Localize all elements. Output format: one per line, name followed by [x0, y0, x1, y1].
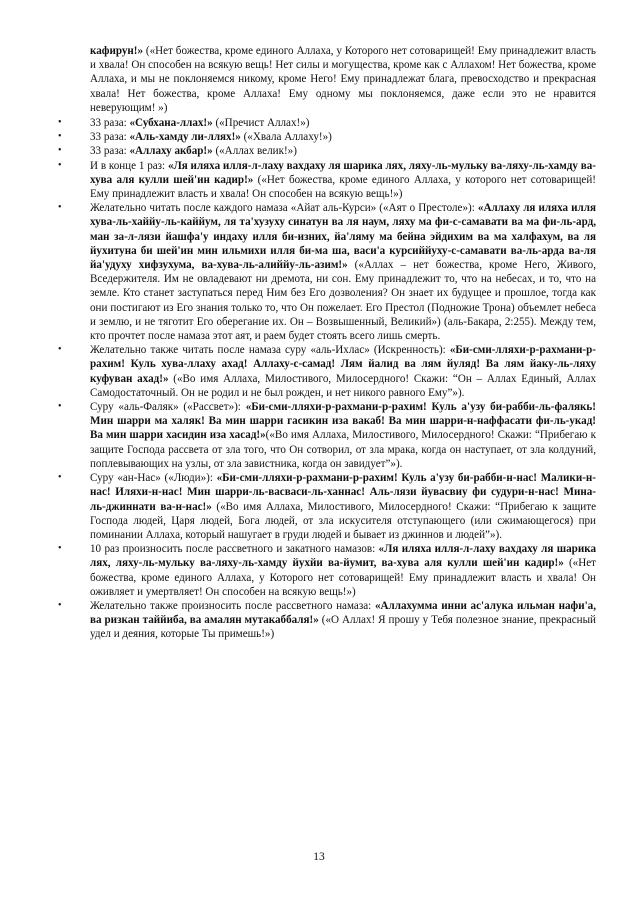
body-text: («Пречист Аллах!») [212, 117, 310, 130]
transliteration-text: «Ля иляха илля-л-лаху вахдаху ля шарика лях, ляху-ль-мульку ва-ляху-ль-хамду ва-хува аля кулли шей'ин кадир!» [90, 159, 596, 186]
transliteration-text: «Аллаху ля иляха илля хува-ль-хаййу-ль-каййум, ля та'хузуху синатун ва ля наум, ляху ма фи-с-самавати ва ма фи-ль-ард, ман за-л-лязи йашфа'у индаху илля би-изних, йа'ляму ма бейна эйдихим ва ма халфахум, ва ля йухитуна би шей'ин мин ильмихи илля би-ма ша, васи'а курсиййуху-с-самавати ва-ль-арда ва-ля йа'удуху хифзухума, ва-хува-ль-алиййу-ль-азим!» [90, 202, 596, 272]
body-text: («Аллах – нет божества, кроме Него, Живого, Вседержителя. Им не овладевают ни дремота, ни сон. Ему принадлежит то, что на небесах, и то, что на земле. Кто станет заступаться перед Ним без Его дозволения? Он знает их будущее и прошлое, тогда как они постигают из Его знания только то, что Он пожелает. Его Престол (Подножие Трона) объемлет небеса и землю, и не тяготит Его оберегание их. Он – Возвышенный, Великий») (аль-Бакара, 2:255). Между тем, кто прочтет после намаза этот аят, и раем будет стоять всего лишь смерть. [90, 259, 596, 343]
bullet-icon: • [58, 159, 62, 171]
transliteration-text: «Аллахумма инни ас'алука ильман нафи'а, ва ризкан таййиба, ва амалян мутакаббаля!» [90, 599, 596, 627]
intro-paragraph [56, 44, 596, 115]
body-text: («О Аллах! Я прошу у Тебя полезное знание, прекрасный удел и деяния, которые Ты примешь!») [90, 614, 596, 641]
transliteration-text: «Би-сми-лляхи-р-рахмани-р-рахим! Куль а'узу би-рабби-ль-фалякь! Мин шарри ма халяк! Ва мин шарри гасикин иза вакаб! Ва мин шарри-н-наффасати фи-ль-укад! Ва мин шарри хасидин иза хасад!» [90, 401, 596, 442]
list-item [56, 542, 596, 599]
transliteration-text: «Ля иляха илля-л-лаху вахдаху ля шарика лях, ляху-ль-мульку ва-ляху-ль-хамду йухйи ва-йумит, ва-хува аля кулли шей'ин кадир!» [90, 543, 596, 570]
bullet-icon: • [58, 543, 62, 555]
transliteration-text: «Би-сми-лляхи-р-рахмани-р-рахим! Куль хува-ллаху ахад! Аллаху-с-самад! Лям йалид ва лям йуляд! Ва лям йаку-ль-ляху куфуван ахад!» [90, 344, 596, 385]
bullet-icon: • [58, 344, 62, 356]
body-text: («Во имя Аллаха, Милостивого, Милосердного! Скажи: “Прибегаю к защите Господа рассвета от зла того, что Он сотворил, от зла мрака, когда он наступает, от зла колдуний, поплевывающих на узлы, от зла завистника, когда он завидует”»). [90, 429, 596, 470]
body-text: («Нет божества, кроме единого Аллаха, у Которого нет сотоварищей! Ему принадлежит власть и хвала! Он способен на всякую вещь! Нет силы и могущества, кроме как с Аллахом! Нет божества, кроме Аллаха, и мы не поклоняемся никому, кроме Него! Ему принадлежат блага, превосходство и прекрасная хвала! Нет божества, кроме Аллаха! Ему одному мы поклоняемся, даже если это не нравится неверующим! ») [90, 45, 596, 114]
body-text: Желательно также произносить после рассветного намаза: [90, 599, 375, 612]
body-text: Суру «ан-Нас» («Люди»): [90, 472, 217, 485]
bullet-list [56, 116, 596, 642]
page-number: 13 [313, 851, 325, 863]
body-text: («Во имя Аллаха, Милостивого, Милосердного! Скажи: “Он – Аллах Единый, Аллах Самодостаточный. Он не родил и не был рожден, и нет никого равного Ему”»). [90, 372, 596, 399]
bullet-icon: • [58, 599, 62, 611]
body-text: 33 раза: [90, 131, 130, 144]
list-item [56, 471, 596, 542]
transliteration-text: «Аль-хамду ли-ллях!» [129, 131, 241, 144]
list-item [56, 116, 596, 130]
bullet-icon: • [58, 131, 62, 143]
transliteration-text: «Субхана-ллах!» [129, 117, 213, 130]
body-text: («Хвала Аллаху!») [240, 131, 332, 144]
list-item [56, 599, 596, 642]
transliteration-text: «Би-сми-лляхи-р-рахмани-р-рахим! Куль а'узу би-рабби-н-нас! Малики-н-нас! Иляхи-н-нас! Мин шарри-ль-васваси-ль-ханнас! Аль-лязи йувасвиу фи судури-н-нас! Мина-ль-джиннати ва-н-нас!» [90, 472, 596, 513]
bullet-icon: • [58, 401, 62, 413]
list-item [56, 400, 596, 471]
bullet-icon: • [58, 472, 62, 484]
bullet-icon: • [58, 117, 62, 129]
list-item [56, 343, 596, 400]
body-text: 33 раза: [90, 145, 130, 158]
body-text: («Нет божества, кроме единого Аллаха, у которого нет сотоварищей! Ему принадлежит власть и хвала! Он способен на всякую вещь!») [90, 173, 596, 201]
list-item [56, 201, 596, 343]
body-text: («Аллах велик!») [212, 145, 297, 158]
list-item [56, 144, 596, 158]
body-text: («Во имя Аллаха, Милостивого, Милосердного! Скажи: “Прибегаю к защите Господа людей, Царя людей, Бога людей, от зла искусителя отступающего (или сжимающегося) при поминании Аллаха, который нашугает в груди людей и бывает из джиннов и людей”»). [90, 500, 596, 541]
body-text: И в конце 1 раз: [90, 159, 168, 172]
body-text: («Нет божества, кроме единого Аллаха, у Которого нет сотоварищей! Ему принадлежит власть и хвала! Он оживляет и умертвляет! Он способен на всякую вещь!») [90, 557, 596, 598]
transliteration-text: «Аллаху акбар!» [129, 145, 213, 158]
list-item [56, 130, 596, 144]
page-content [56, 44, 596, 642]
body-text: Суру «аль-Фаляк» («Рассвет»): [90, 401, 246, 414]
body-text: Желательно также читать после намаза суру «аль-Ихлас» (Искренность): [90, 344, 450, 357]
bullet-icon: • [58, 202, 62, 214]
body-text: 33 раза: [90, 117, 130, 130]
body-text: Желательно читать после каждого намаза «Айат аль-Курси» («Аят о Престоле»): [90, 202, 478, 215]
list-item [56, 159, 596, 202]
body-text: 10 раз произносить после рассветного и закатного намазов: [90, 543, 379, 556]
bullet-icon: • [58, 145, 62, 157]
transliteration-text: кафирун!» [90, 45, 144, 57]
